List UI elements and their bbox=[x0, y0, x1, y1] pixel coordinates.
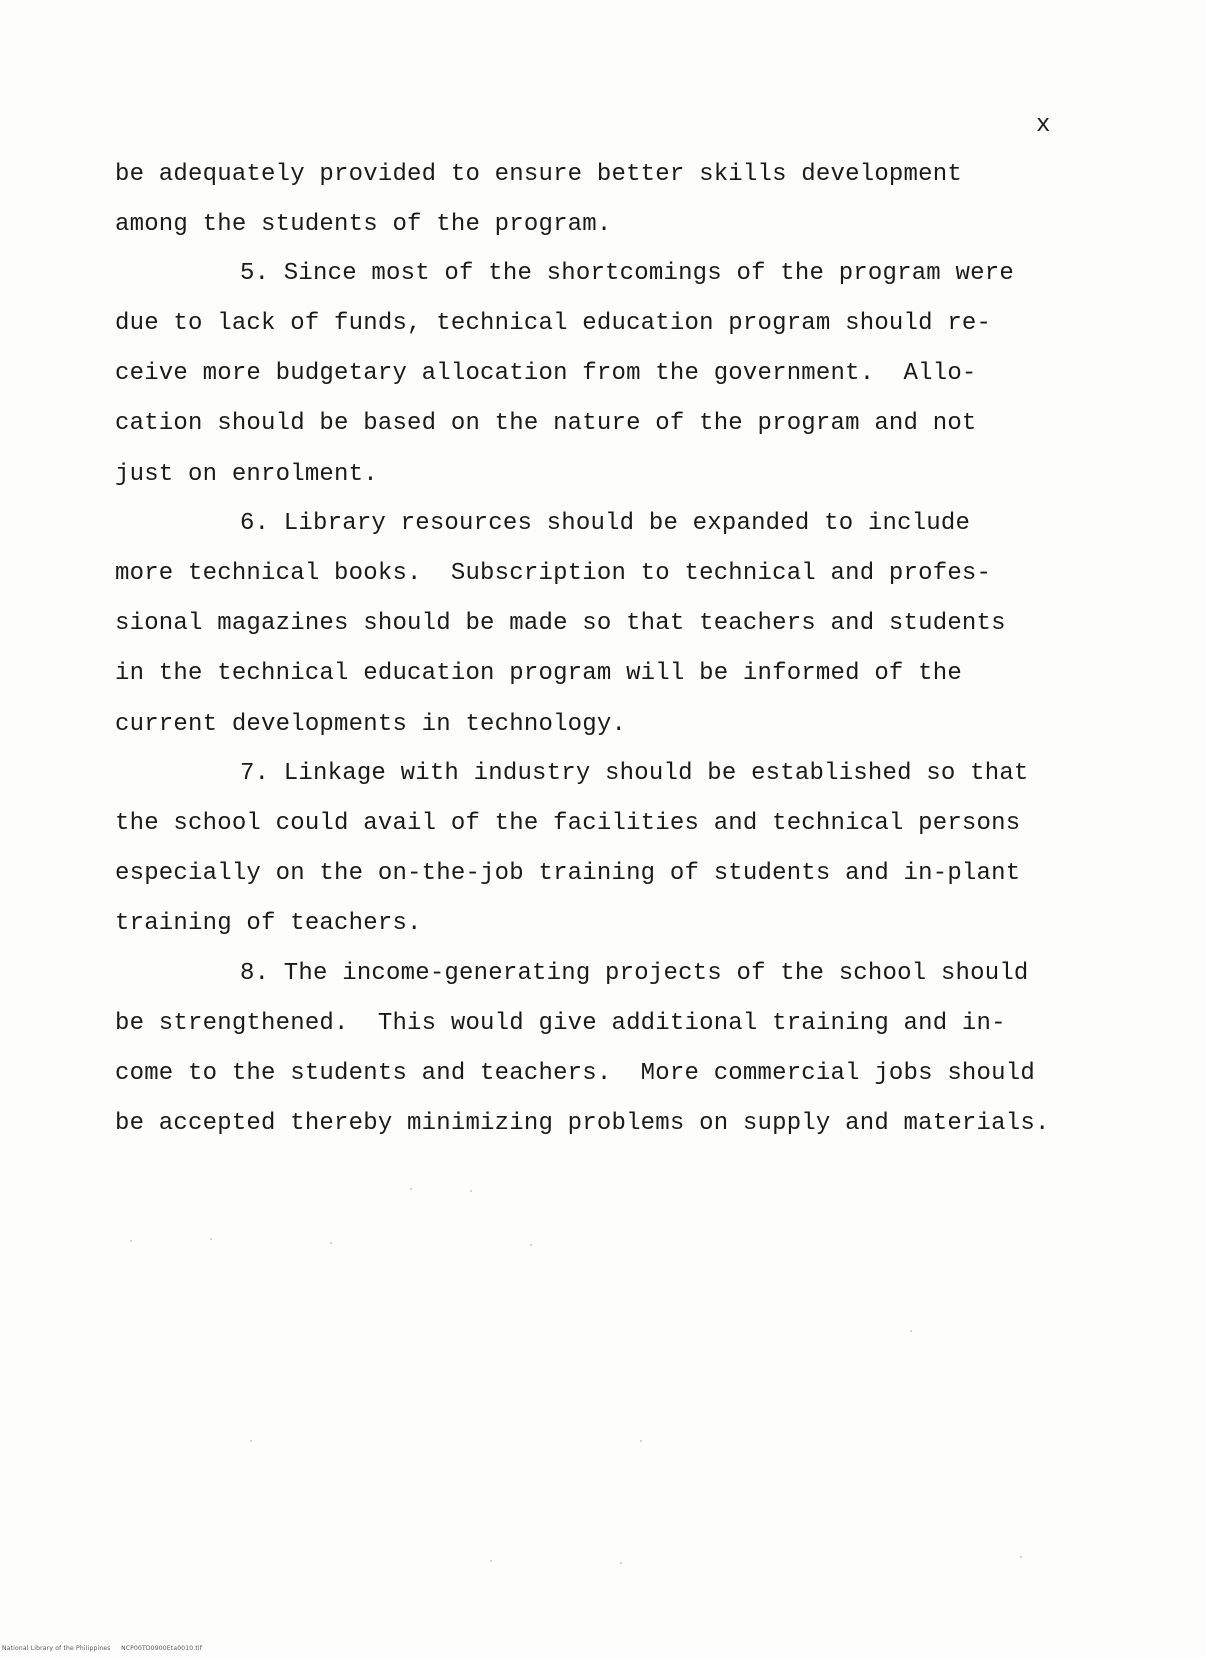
text-line: in the technical education program will be informed of the bbox=[115, 660, 962, 687]
text-line: come to the students and teachers. More commercial jobs should bbox=[115, 1060, 1035, 1087]
scan-speck bbox=[490, 1560, 492, 1562]
text-line: due to lack of funds, technical education program should re- bbox=[115, 310, 992, 337]
text-line: ceive more budgetary allocation from the government. Allo- bbox=[115, 360, 977, 387]
scan-speck bbox=[410, 1188, 412, 1190]
scan-speck bbox=[640, 1440, 642, 1442]
text-line: current developments in technology. bbox=[115, 711, 627, 738]
footer-credit: National Library of the Philippines NCP00TD0900Eta0010.tif bbox=[2, 1645, 203, 1652]
text-line: be accepted thereby minimizing problems on supply and materials. bbox=[115, 1110, 1050, 1137]
scan-speck bbox=[910, 1330, 912, 1332]
scan-speck bbox=[210, 1238, 212, 1240]
text-line: just on enrolment. bbox=[115, 461, 378, 488]
text-line: training of teachers. bbox=[115, 910, 422, 937]
text-line: 7. Linkage with industry should be established so that bbox=[240, 760, 1029, 787]
text-line: 8. The income-generating projects of the school should bbox=[240, 960, 1029, 987]
text-line: be adequately provided to ensure better skills development bbox=[115, 161, 962, 188]
page-number: x bbox=[1036, 112, 1051, 139]
text-line: 5. Since most of the shortcomings of the program were bbox=[240, 260, 1014, 287]
scan-speck bbox=[1020, 1556, 1022, 1558]
text-line: be strengthened. This would give additional training and in- bbox=[115, 1010, 1006, 1037]
scan-speck bbox=[250, 1440, 252, 1442]
text-line: the school could avail of the facilities and technical persons bbox=[115, 810, 1021, 837]
scan-speck bbox=[330, 1242, 332, 1244]
text-line: 6. Library resources should be expanded to include bbox=[240, 510, 971, 537]
text-line: cation should be based on the nature of the program and not bbox=[115, 410, 977, 437]
scan-speck bbox=[620, 1562, 622, 1564]
scan-speck bbox=[130, 1240, 132, 1242]
text-line: sional magazines should be made so that teachers and students bbox=[115, 610, 1006, 637]
scan-speck bbox=[470, 1190, 472, 1192]
text-line: more technical books. Subscription to technical and profes- bbox=[115, 560, 992, 587]
text-line: especially on the on-the-job training of students and in-plant bbox=[115, 860, 1021, 887]
scan-speck bbox=[530, 1244, 532, 1246]
text-line: among the students of the program. bbox=[115, 211, 612, 238]
